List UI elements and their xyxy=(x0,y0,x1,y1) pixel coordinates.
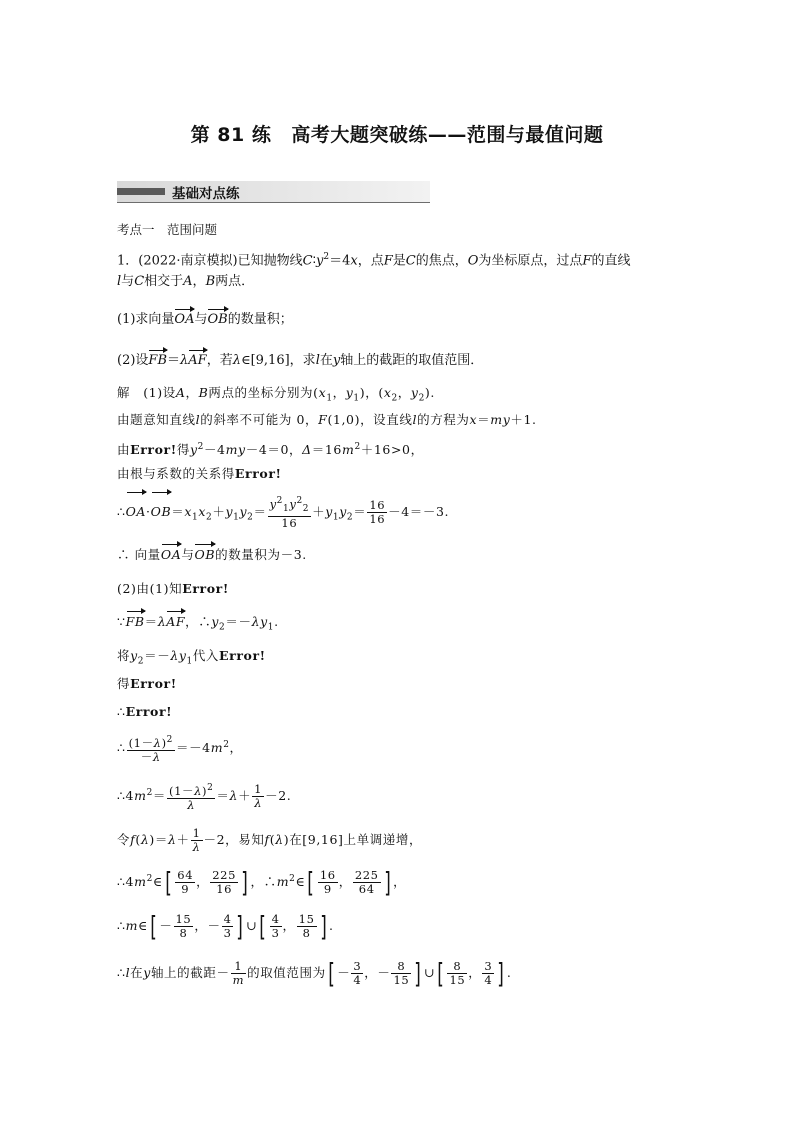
solution-line-5: $\therefore OA\cdot OB=x_1x_2+y_1y_2=$ $\frac{y^2_1y^2_2}{16}$ $+y_1y_2=$ $\frac{16}{16}$ －4＝－3. xyxy=(117,495,450,531)
solution-line-2: 由题意知直线l的斜率不可能为 0，F(1,0)，设直线l的方程为x＝my＋1. xyxy=(117,412,537,427)
problem-line-2: l与C相交于A，B两点． xyxy=(117,274,255,289)
section-marker xyxy=(117,188,165,195)
solution-line-4: 由根与系数的关系得Error! xyxy=(117,466,282,481)
solution-line-8: ∵FB＝λAF，$\therefore y_2=-\lambda y_1$. xyxy=(117,614,279,633)
problem-line-1: 1．(2022·南京模拟)已知抛物线$C∶y^2=4x$，点F是C的焦点，O为坐标原点，过点F的直线 xyxy=(117,252,631,269)
topic-heading: 考点一 范围问题 xyxy=(117,222,218,237)
section-header xyxy=(117,181,430,203)
question-2: (2)设FB＝λAF，若λ∈[9,16]，求l在y轴上的截距的取值范围． xyxy=(117,353,484,368)
solution-line-10: 得Error! xyxy=(117,676,177,691)
solution-line-1: 解 (1)设A，B两点的坐标分别为($x_1$，$y_1$)，($x_2$，$y_2$). xyxy=(117,385,435,404)
solution-line-3: 由Error!得$y^2-4my-4=0$，$\Delta=16m^2+16>0$， xyxy=(117,442,424,458)
question-1: (1)求向量OA与OB的数量积； xyxy=(117,312,293,327)
solution-line-14: 令f(λ)＝λ＋ $\frac{1}{\lambda}$ －2，易知f(λ)在[9,16]上单调递增， xyxy=(117,826,423,854)
solution-line-6: ∴ 向量OA与OB的数量积为－3. xyxy=(117,547,307,562)
page-title: 第 81 练 高考大题突破练——范围与最值问题 xyxy=(190,124,604,146)
solution-line-12: ∴ $\frac{(1-\lambda)^2}{-\lambda}$ $=-4m^2$， xyxy=(117,734,243,764)
solution-line-7: (2)由(1)知Error! xyxy=(117,581,229,596)
solution-line-9: 将$y_2=-\lambda y_1$代入Error! xyxy=(117,648,266,667)
solution-line-11: ∴Error! xyxy=(117,704,173,719)
section-label: 基础对点练 xyxy=(172,186,240,202)
solution-line-15: $\therefore 4m^2\in$[ $\frac{64}{9}$ ， $\frac{225}{16}$ ] ，$\therefore m^2\in$[ $\frac{16}{9}$ ， $\frac{225}{64}$ ] ， xyxy=(117,865,407,899)
solution-line-16: ∴m∈[ － $\frac{15}{8}$ ，－ $\frac{4}{3}$ ] ∪[ $\frac{4}{3}$ ， $\frac{15}{8}$ ] . xyxy=(117,909,334,943)
solution-line-13: $\therefore 4m^2=$ $\frac{(1-\lambda)^2}{\lambda}$ ＝λ＋ $\frac{1}{\lambda}$ －2. xyxy=(117,782,292,812)
solution-line-17: ∴l在y轴上的截距－ $\frac{1}{m}$ 的取值范围为[ － $\frac{3}{4}$ ，－ $\frac{8}{15}$ ] ∪[ $\frac{8}{15}$ ， $\frac{3}{4}$ ] . xyxy=(117,956,512,990)
